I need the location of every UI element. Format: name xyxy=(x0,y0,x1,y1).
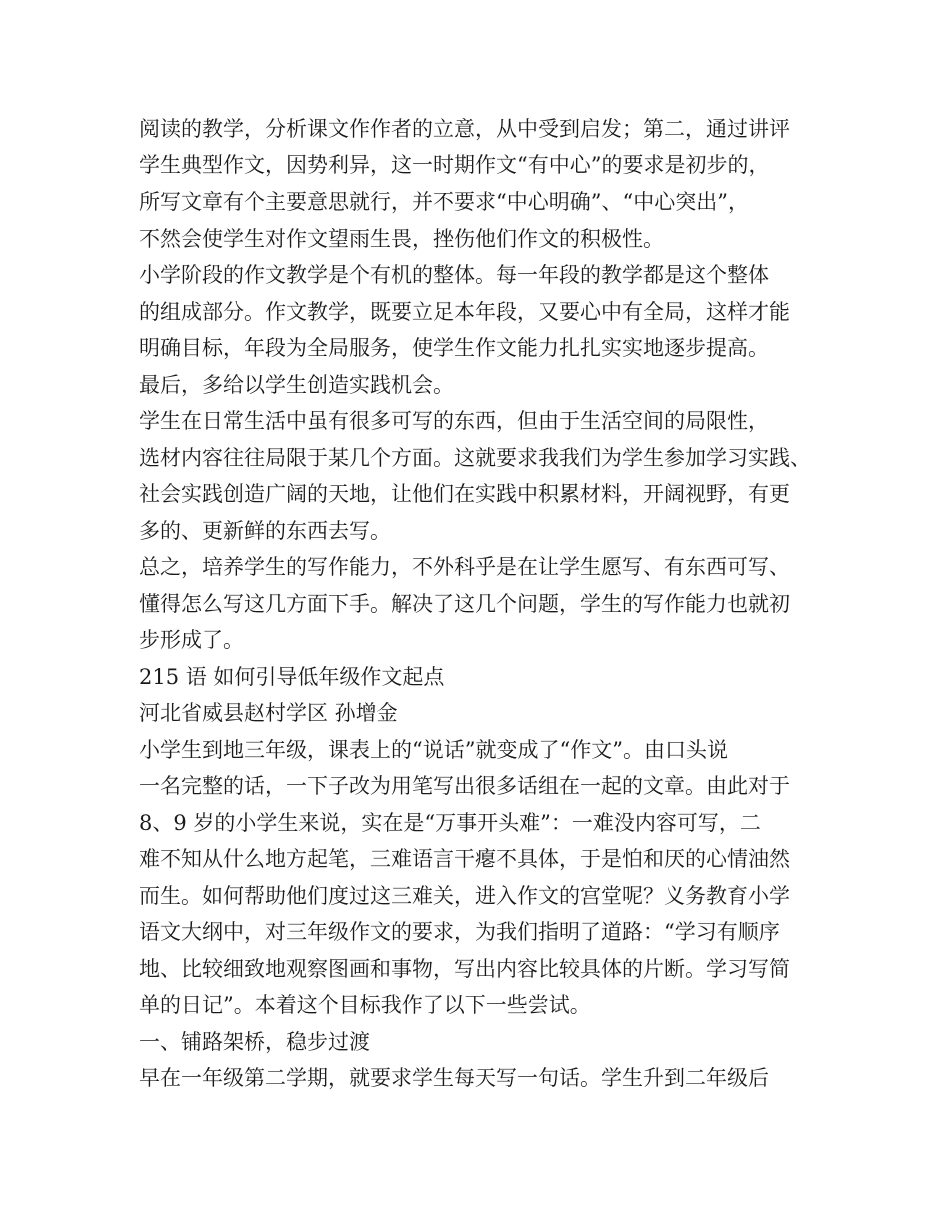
text-line: 难不知从什么地方起笔，三难语言干瘪不具体，于是怕和厌的心情油然 xyxy=(139,847,790,871)
text-line: 阅读的教学，分析课文作作者的立意，从中受到启发；第二，通过讲评 xyxy=(139,117,790,141)
text-line: 社会实践创造广阔的天地，让他们在实践中积累材料，开阔视野，有更 xyxy=(139,482,790,506)
text-line: 选材内容往往局限于某几个方面。这就要求我我们为学生参加学习实践、 xyxy=(139,446,811,470)
text-line: 所写文章有个主要意思就行，并不要求“中心明确”、“中心突出”， xyxy=(139,190,749,214)
text-line: 单的日记”。本着这个目标我作了以下一些尝试。 xyxy=(139,993,591,1017)
subheading: 一、铺路架桥，稳步过渡 xyxy=(139,1030,370,1054)
text-line: 一名完整的话，一下子改为用笔写出很多话组在一起的文章。由此对于 xyxy=(139,774,790,798)
author-line: 河北省威县赵村学区 孙增金 xyxy=(139,701,398,725)
text-line: 的组成部分。作文教学，既要立足本年段，又要心中有全局，这样才能 xyxy=(139,300,790,324)
text-line: 而生。如何帮助他们度过这三难关，进入作文的宫堂呢？义务教育小学 xyxy=(139,884,790,908)
text-line: 步形成了。 xyxy=(139,628,244,652)
section-title: 215 语 如何引导低年级作文起点 xyxy=(139,665,445,689)
text-line: 不然会使学生对作文望雨生畏，挫伤他们作文的积极性。 xyxy=(139,227,664,251)
text-line: 明确目标，年段为全局服务，使学生作文能力扎扎实实地逐步提高。 xyxy=(139,336,769,360)
text-line: 学生典型作文，因势利异，这一时期作文“有中心”的要求是初步的， xyxy=(139,153,770,177)
text-line: 8、9 岁的小学生来说，实在是“万事开头难”：一难没内容可写，二 xyxy=(139,811,761,835)
text-line: 小学生到地三年级，课表上的“说话”就变成了“作文”。由口头说 xyxy=(139,738,728,762)
text-line: 总之，培养学生的写作能力，不外科乎是在让学生愿写、有东西可写、 xyxy=(139,555,790,579)
text-line: 语文大纲中，对三年级作文的要求，为我们指明了道路：“学习有顺序 xyxy=(139,920,780,944)
text-line: 学生在日常生活中虽有很多可写的东西，但由于生活空间的局限性， xyxy=(139,409,769,433)
text-line: 小学阶段的作文教学是个有机的整体。每一年段的教学都是这个整体 xyxy=(139,263,769,287)
text-line: 地、比较细致地观察图画和事物，写出内容比较具体的片断。学习写简 xyxy=(139,957,790,981)
text-line: 懂得怎么写这几方面下手。解决了这几个问题，学生的写作能力也就初 xyxy=(139,592,790,616)
text-line: 早在一年级第二学期，就要求学生每天写一句话。学生升到二年级后 xyxy=(139,1066,769,1090)
text-line: 最后，多给以学生创造实践机会。 xyxy=(139,373,454,397)
text-line: 多的、更新鲜的东西去写。 xyxy=(139,519,391,543)
